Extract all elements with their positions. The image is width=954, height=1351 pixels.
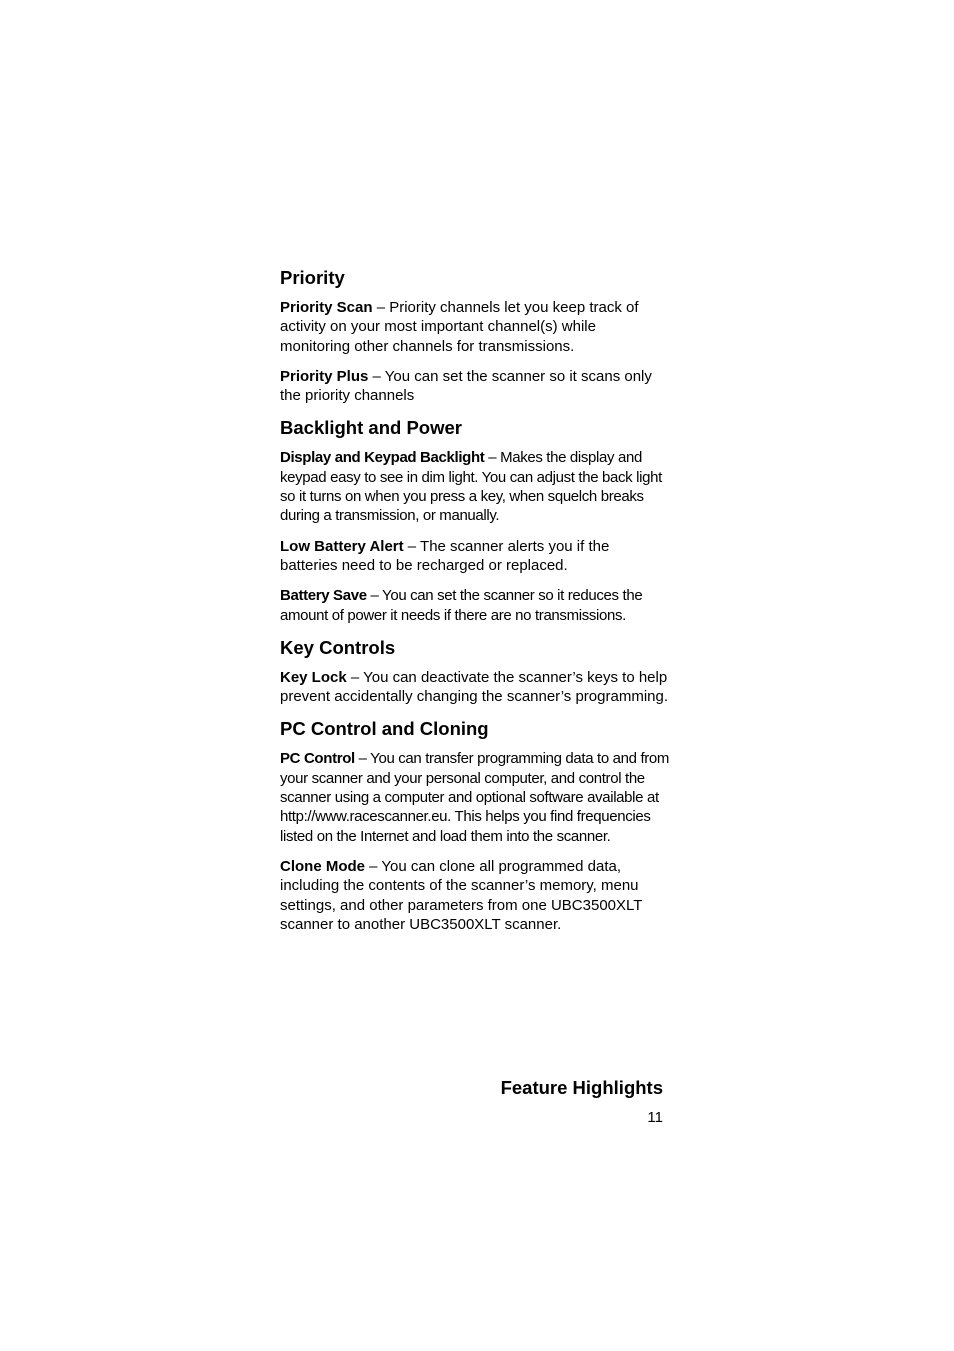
feature-term: Display and Keypad Backlight xyxy=(280,449,485,467)
feature-term: Key Lock xyxy=(280,668,347,686)
feature-description: – You can set the scanner so it reduces the amount of power it needs if there are no transmissions. xyxy=(280,587,643,624)
section-key-controls xyxy=(280,636,670,707)
feature-term: Clone Mode xyxy=(280,857,365,875)
feature-paragraph xyxy=(280,367,670,406)
feature-paragraph xyxy=(280,857,670,934)
feature-term: PC Control xyxy=(280,750,355,768)
section-pc-control-and-cloning xyxy=(280,717,670,934)
feature-paragraph xyxy=(280,298,670,356)
feature-description: – You can deactivate the scanner’s keys to help prevent accidentally changing the scanner’s programming. xyxy=(280,668,669,706)
feature-term: Low Battery Alert xyxy=(280,537,404,555)
main-content xyxy=(280,266,670,945)
section-heading: Key Controls xyxy=(280,636,396,658)
feature-paragraph xyxy=(280,668,670,707)
page-number: 11 xyxy=(647,1109,663,1126)
feature-description: – Makes the display and keypad easy to see in dim light. You can adjust the back light so it turns on when you press a key, when squelch breaks during a transmission, or manually. xyxy=(280,449,662,525)
section-heading: PC Control and Cloning xyxy=(280,718,489,740)
feature-description: – You can clone all programmed data, including the contents of the scanner’s memory, menu settings, and other parameters from one UBC3500XLT scanner to another UBC3500XLT scanner. xyxy=(280,857,643,933)
feature-paragraph xyxy=(280,586,670,625)
footer-section-title: Feature Highlights xyxy=(500,1077,663,1098)
feature-description: – The scanner alerts you if the batteries need to be recharged or replaced. xyxy=(280,537,610,574)
feature-paragraph xyxy=(280,537,670,576)
section-priority xyxy=(280,266,670,405)
feature-paragraph xyxy=(280,448,670,525)
feature-paragraph xyxy=(280,749,670,845)
feature-description: – Priority channels let you keep track of activity on your most important channel(s) while monitoring other channels for transmissions. xyxy=(280,299,639,355)
section-heading: Backlight and Power xyxy=(280,417,462,439)
section-heading: Priority xyxy=(280,267,345,288)
feature-term: Battery Save xyxy=(280,587,367,605)
section-backlight-and-power xyxy=(280,416,670,624)
feature-term: Priority Plus xyxy=(280,367,369,385)
feature-description: – You can transfer programming data to and from your scanner and your personal computer, and control the scanner using a computer and optional software available at http://www.racescanner.eu. This helps you find frequencies listed on the Internet and load them into the scanner. xyxy=(280,750,670,845)
feature-term: Priority Scan xyxy=(280,299,373,316)
feature-description: – You can set the scanner so it scans only the priority channels xyxy=(280,367,652,405)
